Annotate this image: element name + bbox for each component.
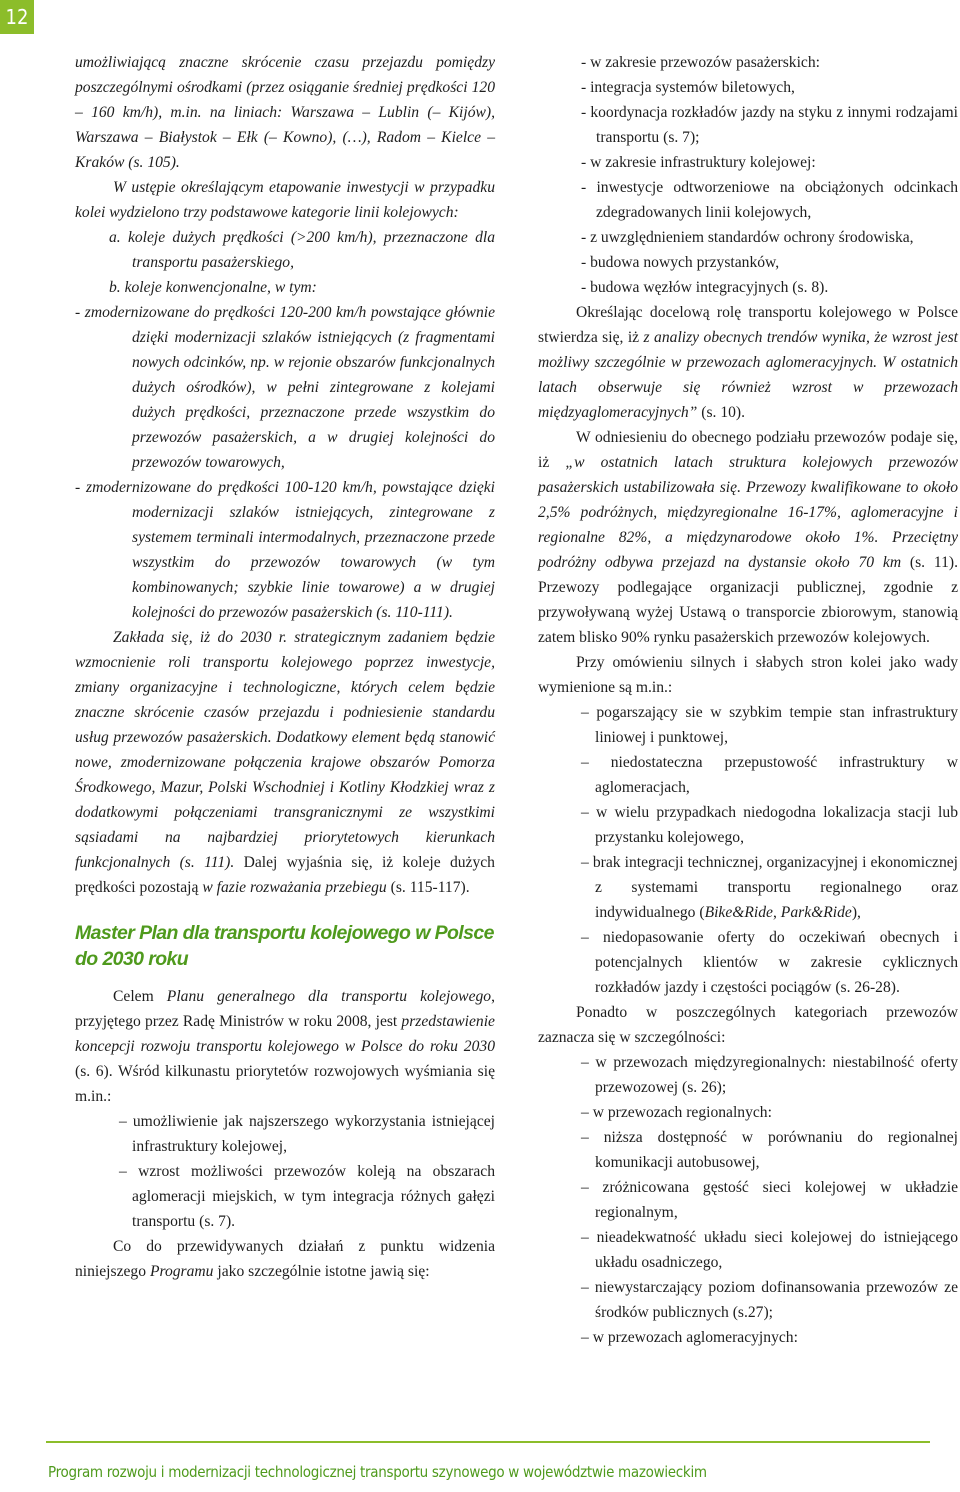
list-item: – w przewozach międzyregionalnych: niestabilność oferty przewozowej (s. 26); [581, 1054, 958, 1096]
paragraph: W odniesieniu do obecnego podziału przewozów podaje się, iż „w ostatnich latach struktura kolejowych przewozów pasażerskich ustabilizowała się. Przewozy kwalifikowane to około 2,5% podróżnych, międzyregionalne 16-17%, aglomeracyjne i regionalne 82%, a międzynarodowe około 1%. Przeciętny podróżny odbywa przejazd na dystansie około 70 km (s. 11). Przewozy podlegające organizacji publicznej, zgodnie z przywoływaną wyżej Ustawą o transporcie zbiorowym, stanowią zatem blisko 90% rynku pasażerskich przewozów kolejowych. [538, 429, 958, 646]
list-item: - z uwzględnieniem standardów ochrony środowiska, [581, 229, 914, 246]
paragraph: Ponadto w poszczególnych kategoriach przewozów zaznacza się w szczególności: [538, 1004, 958, 1046]
page-number: 12 [0, 0, 34, 34]
paragraph: Przy omówieniu silnych i słabych stron kolei jako wady wymienione są m.in.: [538, 654, 958, 696]
left-column [75, 50, 495, 1284]
paragraph: W ustępie określającym etapowanie inwestycji w przypadku kolei wydzielono trzy podstawowe kategorie linii kolejowych: [75, 179, 495, 221]
list-item: – pogarszający sie w szybkim tempie stan infrastruktury liniowej i punktowej, [581, 704, 958, 746]
list-item: – umożliwienie jak najszerszego wykorzystania istniejącej infrastruktury kolejowej, [119, 1113, 495, 1155]
list-item: - budowa nowych przystanków, [581, 254, 780, 271]
list-item: - budowa węzłów integracyjnych (s. 8). [581, 279, 829, 296]
paragraph: Określając docelową rolę transportu kolejowego w Polsce stwierdza się, iż z analizy obecnych trendów wynika, że wzrost jest możliwy szczególnie w przewozach aglomeracyjnych. W ostatnich latach obserwuje się również wzrost w przewozach międzyaglomeracyjnych” (s. 10). [538, 304, 958, 421]
paragraph: Co do przewidywanych działań z punktu widzenia niniejszego Programu jako szczególnie istotne jawią się: [75, 1238, 495, 1280]
footer-divider [46, 1441, 930, 1443]
list-item: – niedopasowanie oferty do oczekiwań obecnych i potencjalnych klientów w zakresie cyklicznych rozkładów jazdy i częstości pociągów (s. 26-28). [581, 929, 958, 996]
paragraph: umożliwiającą znaczne skrócenie czasu przejazdu pomiędzy poszczególnymi ośrodkami (przez osiąganie średniej prędkości 120 – 160 km/h), m.in. na liniach: Warszawa – Lublin (– Kijów), Warszawa – Białystok – Ełk (– Kowno), (…), Radom – Kielce – Kraków (s. 105). [75, 54, 495, 171]
paragraph: Celem Planu generalnego dla transportu kolejowego, przyjętego przez Radę Ministrów w roku 2008, jest przedstawienie koncepcji rozwoju transportu kolejowego w Polsce do roku 2030 (s. 6). Wśród kilkunastu priorytetów rozwojowych wyśmiania się m.in.: [75, 988, 495, 1105]
paragraph: Zakłada się, iż do 2030 r. strategicznym zadaniem będzie wzmocnienie roli transportu kolejowego poprzez inwestycje, zmiany organizacyjne i technologiczne, których celem będzie znaczne skrócenie czasów przejazdu i podniesienie standardu usług przewozów pasażerskich. Dodatkowy element będą stanowić nowe, zmodernizowane połączenia krajowe obszarów Pomorza Środkowego, Mazur, Polski Wschodniej i Kotliny Kłodzkiej wraz z dodatkowymi połączeniami transgranicznymi ze wszystkimi sąsiadami na najbardziej priorytetowych kierunkach funkcjonalnych (s. 111). Dalej wyjaśnia się, iż koleje dużych prędkości pozostają w fazie rozważania przebiegu (s. 115-117). [75, 629, 495, 896]
section-heading: Master Plan dla transportu kolejowego w Polsce do 2030 roku [75, 922, 494, 970]
list-item: - w zakresie infrastruktury kolejowej: [581, 154, 816, 171]
list-item: – niższa dostępność w porównaniu do regionalnej komunikacji autobusowej, [581, 1129, 958, 1171]
list-item: - integracja systemów biletowych, [581, 79, 795, 96]
list-item: – wzrost możliwości przewozów koleją na obszarach aglomeracji miejskich, w tym integracja różnych gałęzi transportu (s. 7). [119, 1163, 495, 1230]
list-item: a. koleje dużych prędkości (>200 km/h), przeznaczone dla transportu pasażerskiego, [109, 229, 495, 271]
list-item: – niewystarczający poziom dofinansowania przewozów ze środków publicznych (s.27); [581, 1279, 958, 1321]
list-item: - zmodernizowane do prędkości 100-120 km/h, powstające dzięki modernizacji szlaków istniejących, zintegrowane z systemem terminali intermodalnych, przeznaczone przede wszystkim do przewozów towarowych (w tym kombinowanych; szybkie linie towarowe) a w drugiej kolejności do przewozów pasażerskich (s. 110-111). [75, 479, 495, 621]
list-item: – zróżnicowana gęstość sieci kolejowej w układzie regionalnym, [581, 1179, 958, 1221]
list-item: – w wielu przypadkach niedogodna lokalizacja stacji lub przystanku kolejowego, [581, 804, 958, 846]
list-item: b. koleje konwencjonalne, w tym: [109, 279, 317, 296]
list-item: – w przewozach regionalnych: [581, 1104, 772, 1121]
list-item: – niedostateczna przepustowość infrastruktury w aglomeracjach, [581, 754, 958, 796]
list-item: – w przewozach aglomeracyjnych: [581, 1329, 798, 1346]
footer-title: Program rozwoju i modernizacji technologicznej transportu szynowego w województwie mazowieckim [48, 1463, 707, 1481]
right-column [538, 50, 958, 1350]
list-item: - w zakresie przewozów pasażerskich: [581, 54, 820, 71]
list-item: - inwestycje odtworzeniowe na obciążonych odcinkach zdegradowanych linii kolejowych, [581, 179, 958, 221]
list-item: - koordynacja rozkładów jazdy na styku z innymi rodzajami transportu (s. 7); [581, 104, 958, 146]
list-item: – brak integracji technicznej, organizacyjnej i ekonomicznej z systemami transportu regionalnego oraz indywidualnego (Bike&Ride, Park&Ride), [581, 854, 958, 921]
list-item: – nieadekwatność układu sieci kolejowej do istniejącego układu osadniczego, [581, 1229, 958, 1271]
list-item: - zmodernizowane do prędkości 120-200 km/h powstające głównie dzięki modernizacji szlaków istniejących (z fragmentami nowych odcinków, np. w rejonie obszarów funkcjonalnych dużych ośrodków), w pełni zintegrowane z kolejami dużych prędkości, przeznaczone przede wszystkim do przewozów pasażerskich, a w drugiej kolejności do przewozów towarowych, [75, 304, 495, 471]
